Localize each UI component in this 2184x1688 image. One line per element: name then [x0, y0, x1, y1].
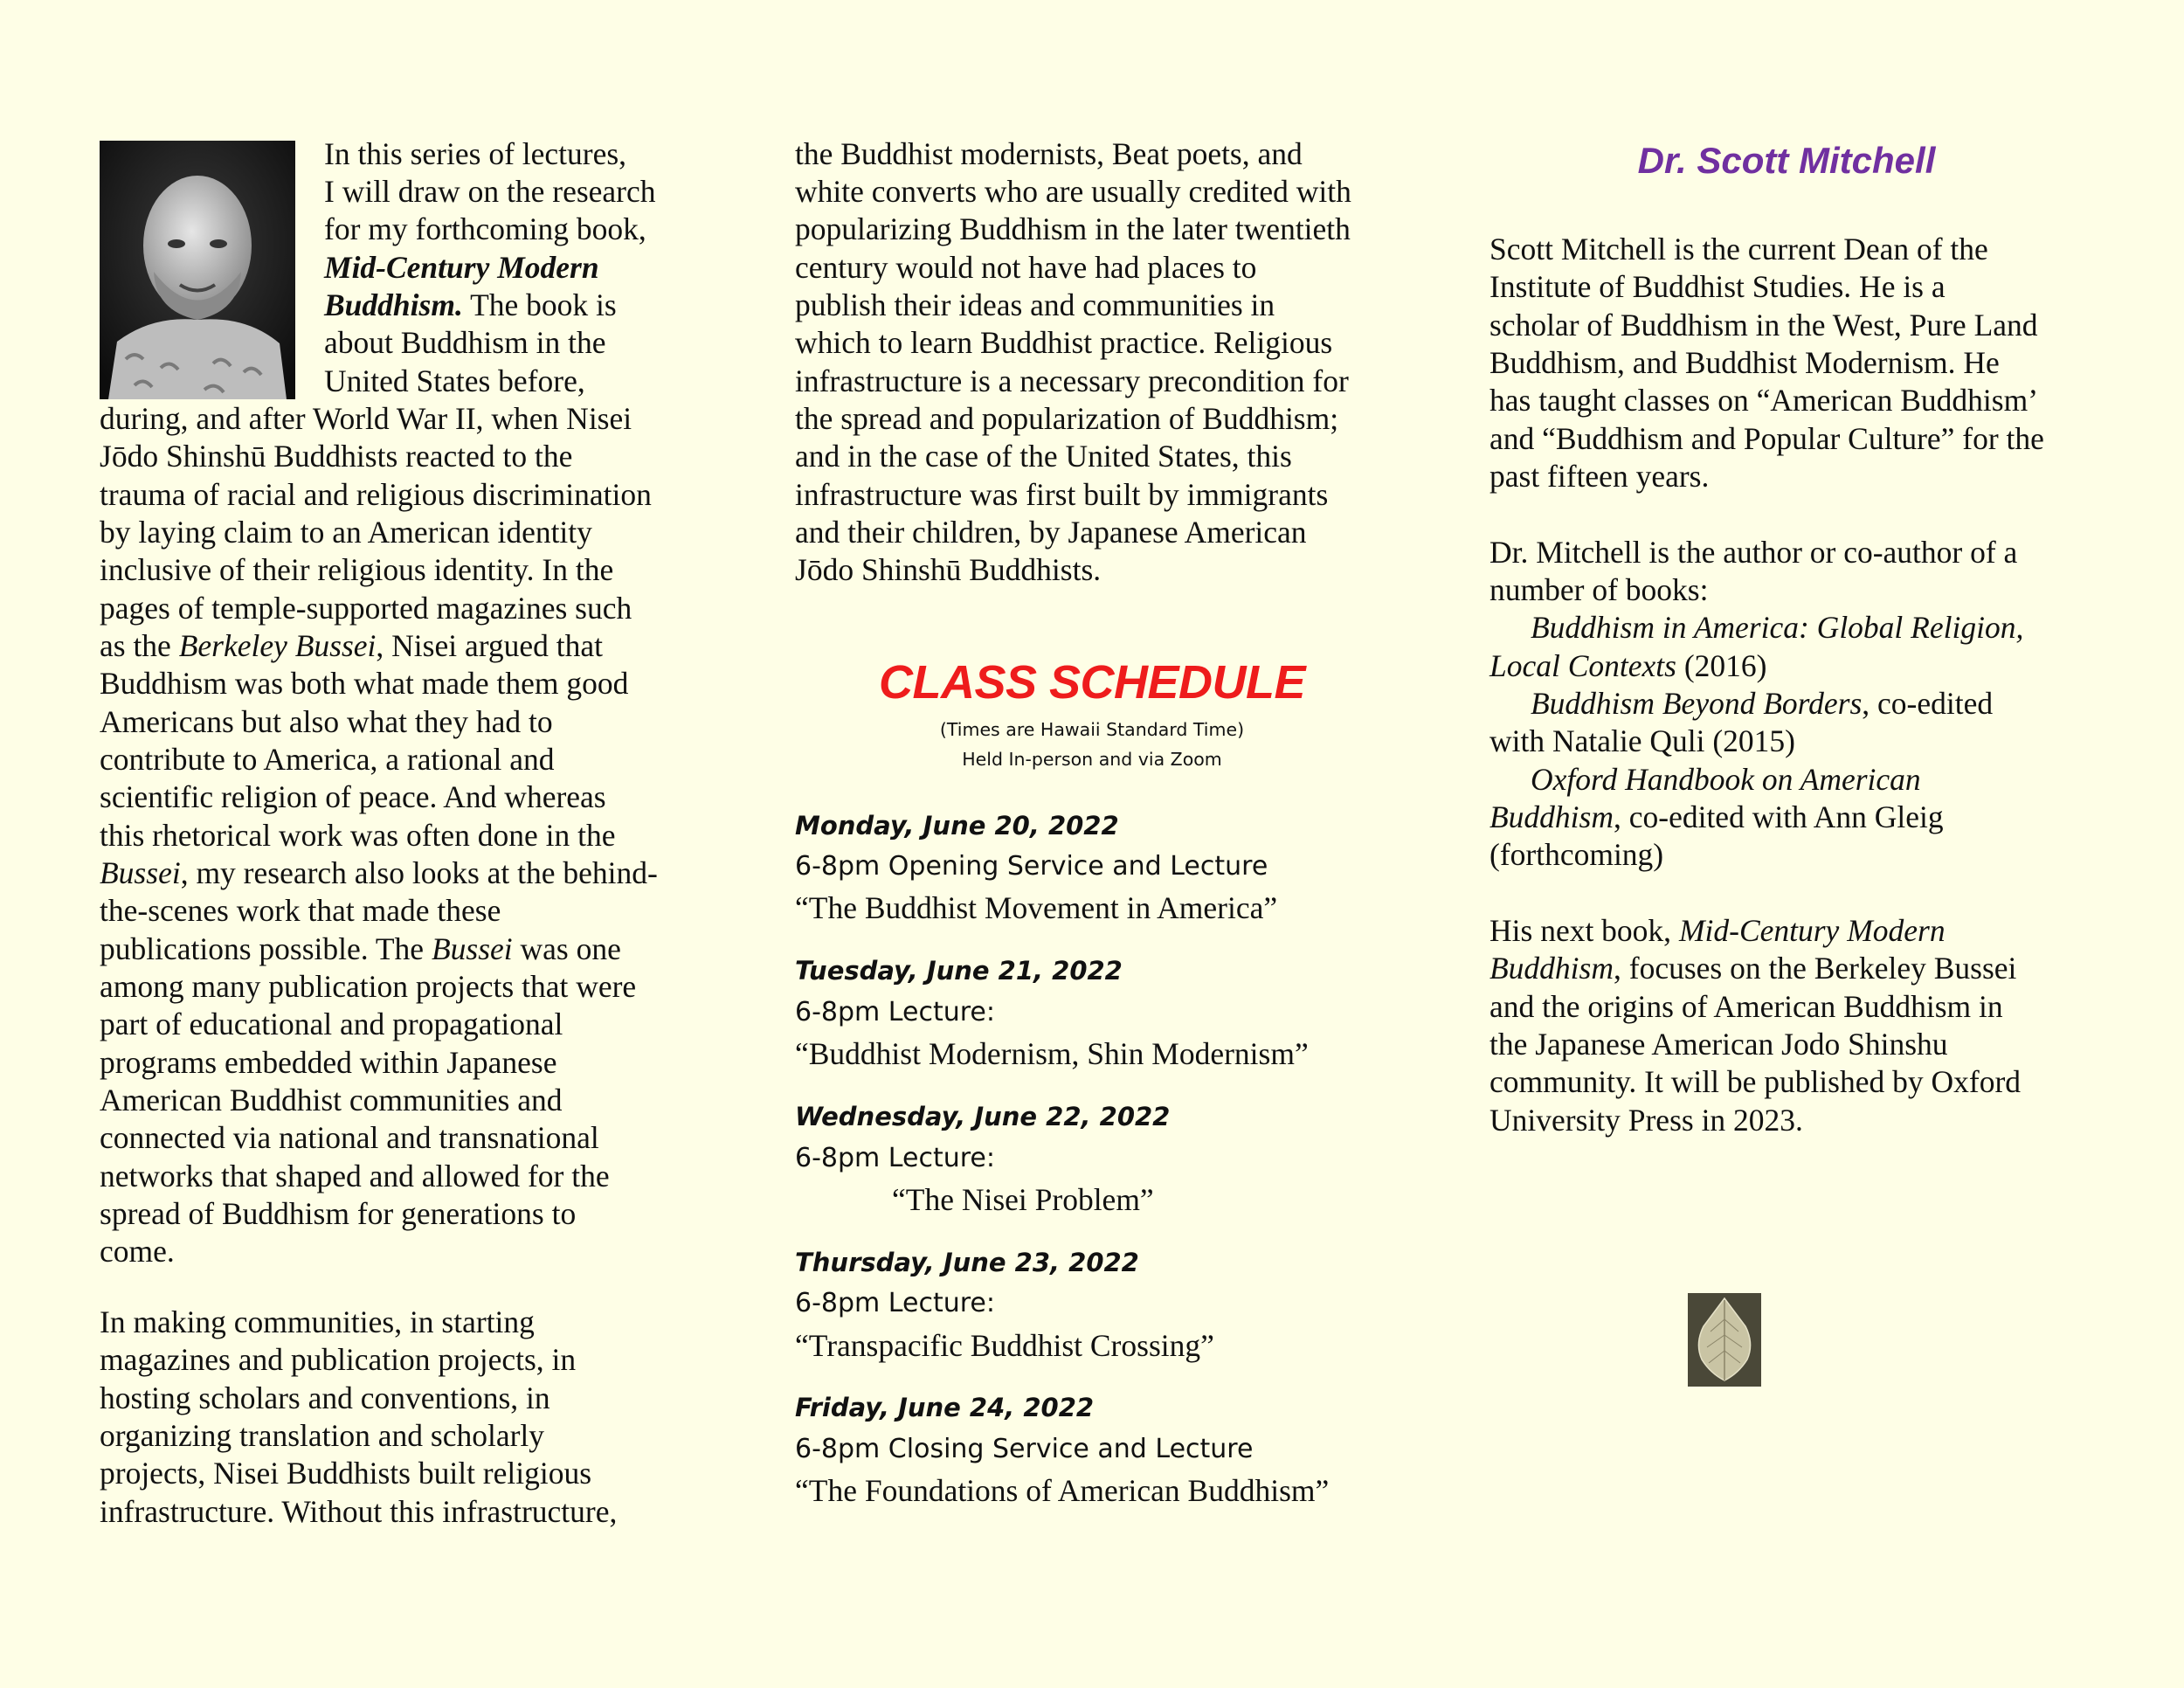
session-3-lecture: “The Nisei Problem”: [892, 1182, 1154, 1217]
book-title-line-2: Buddhism.: [324, 287, 463, 322]
col1-line-30: come.: [100, 1234, 175, 1269]
col2-line-5: publish their ideas and communities in: [795, 287, 1275, 322]
col1-line-5: [324, 287, 617, 324]
bussei-title-1: Bussei: [100, 855, 181, 890]
col2-line-3: popularizing Buddhism in the later twentieth: [795, 211, 1351, 246]
session-4-lecture: “Transpacific Buddhist Crossing”: [795, 1328, 1214, 1363]
col1-line-25: programs embedded within Japanese: [100, 1045, 557, 1080]
col1-line-24: part of educational and propagational: [100, 1007, 563, 1041]
col1-line-32: magazines and publication projects, in: [100, 1342, 577, 1377]
session-2-lecture: “Buddhist Modernism, Shin Modernism”: [795, 1036, 1309, 1071]
bussei-title-2: Bussei: [431, 931, 513, 966]
col1-line-14-a: as the: [100, 628, 179, 663]
class-schedule-title: CLASS SCHEDULE: [878, 656, 1306, 709]
col1-line-10: trauma of racial and religious discrimination: [100, 477, 652, 512]
book-1-title-b: Local Contexts: [1489, 648, 1676, 683]
session-4-day: Thursday, June 23, 2022: [795, 1248, 1139, 1277]
col1-line-8: during, and after World War II, when Nisei: [100, 401, 632, 436]
session-5-lecture: “The Foundations of American Buddhism”: [795, 1473, 1330, 1508]
next-book-title-b: Buddhism: [1489, 951, 1614, 986]
bio-line-5: has taught classes on “American Buddhism’: [1489, 383, 2039, 418]
col1-line-33: hosting scholars and conventions, in: [100, 1380, 550, 1415]
session-2-time: 6-8pm Lecture:: [795, 997, 995, 1027]
col1-line-22-c: was one: [512, 931, 621, 966]
col2-line-11: and their children, by Japanese American: [795, 515, 1307, 550]
col1-line-23: among many publication projects that were: [100, 969, 637, 1004]
col1-line-31: In making communities, in starting: [100, 1304, 535, 1339]
bio-line-3: scholar of Buddhism in the West, Pure Land: [1489, 308, 2038, 342]
bio-line-1: Scott Mitchell is the current Dean of the: [1489, 232, 1988, 266]
next-book-lead: His next book,: [1489, 913, 1679, 948]
bodhi-leaf-image: [1688, 1293, 1761, 1387]
col2-line-9: and in the case of the United States, this: [795, 439, 1292, 474]
col1-line-15: Buddhism was both what made them good: [100, 666, 629, 701]
col1-line-21: the-scenes work that made these: [100, 893, 501, 928]
book-1-year: (2016): [1676, 648, 1767, 683]
bio-line-7: past fifteen years.: [1489, 459, 1710, 494]
next-book-line-4: the Japanese American Jodo Shinshu: [1489, 1027, 1948, 1062]
col1-line-16: Americans but also what they had to: [100, 704, 553, 739]
col1-line-19: this rhetorical work was often done in the: [100, 818, 616, 853]
next-book-rest-1: , focuses on the Berkeley Bussei: [1614, 951, 2017, 986]
col2-line-4: century would not have had places to: [795, 250, 1257, 285]
col1-line-3: for my forthcoming book,: [324, 211, 646, 246]
col2-line-8: the spread and popularization of Buddhism;: [795, 401, 1339, 436]
book-2-line-2: with Natalie Quli (2015): [1489, 723, 1795, 758]
col2-line-1: the Buddhist modernists, Beat poets, and: [795, 136, 1303, 171]
session-5-time: 6-8pm Closing Service and Lecture: [795, 1434, 1254, 1464]
col1-line-28: networks that shaped and allowed for the: [100, 1159, 610, 1193]
books-intro-line-1: Dr. Mitchell is the author or co-author of a: [1489, 535, 2018, 570]
leaf-icon: [1688, 1293, 1761, 1387]
col1-line-36: infrastructure. Without this infrastructure,: [100, 1494, 618, 1529]
next-book-line-5: community. It will be published by Oxford: [1489, 1064, 2022, 1099]
book-3-title-a: Oxford Handbook on American: [1531, 762, 1921, 797]
bio-line-4: Buddhism, and Buddhist Modernism. He: [1489, 345, 2000, 380]
book-1-title-a: Buddhism in America: Global Religion,: [1531, 610, 2024, 645]
book-2-title: Buddhism Beyond Borders: [1531, 686, 1863, 721]
col1-line-27: connected via national and transnational: [100, 1120, 599, 1155]
col2-line-7: infrastructure is a necessary precondition for: [795, 363, 1349, 398]
schedule-format-note: Held In-person and via Zoom: [962, 749, 1222, 770]
col1-line-34: organizing translation and scholarly: [100, 1418, 545, 1453]
next-book-line-2: [1489, 950, 2016, 987]
next-book-title-a: Mid-Century Modern: [1678, 913, 1946, 948]
col2-line-2: white converts who are usually credited with: [795, 174, 1351, 209]
next-book-line-1: [1489, 912, 1946, 950]
col2-line-6: which to learn Buddhist practice. Religious: [795, 325, 1333, 360]
bio-title: Dr. Scott Mitchell: [1637, 140, 1936, 181]
col1-line-20: [100, 854, 658, 892]
col2-line-10: infrastructure was first built by immigrants: [795, 477, 1329, 512]
bio-line-2: Institute of Buddhist Studies. He is a: [1489, 269, 1946, 304]
col1-line-1: In this series of lectures,: [324, 136, 627, 171]
col1-line-12: inclusive of their religious identity. In the: [100, 552, 614, 587]
session-5-day: Friday, June 24, 2022: [795, 1393, 1095, 1422]
col1-line-13: pages of temple-supported magazines such: [100, 591, 632, 626]
col1-line-11: by laying claim to an American identity: [100, 515, 592, 550]
session-1-time: 6-8pm Opening Service and Lecture: [795, 851, 1268, 882]
session-1-day: Monday, June 20, 2022: [795, 811, 1119, 841]
book-2-coedited: , co-edited: [1862, 686, 1994, 721]
col1-line-22-a: publications possible. The: [100, 931, 432, 966]
session-2-day: Tuesday, June 21, 2022: [795, 956, 1123, 986]
col1-line-22: [100, 930, 621, 968]
col1-line-7: United States before,: [324, 363, 585, 398]
col1-line-9: Jōdo Shinshū Buddhists reacted to the: [100, 439, 573, 474]
book-title-line-1: Mid-Century Modern: [324, 250, 599, 285]
col1-line-2: I will draw on the research: [324, 174, 656, 209]
berkeley-bussei-title: Berkeley Bussei: [178, 628, 377, 663]
col1-line-29: spread of Buddhism for generations to: [100, 1196, 577, 1231]
author-photo: [100, 141, 295, 399]
book-3-coedited: , co-edited with Ann Gleig: [1614, 799, 1944, 834]
bio-line-6: and “Buddhism and Popular Culture” for the: [1489, 421, 2044, 456]
session-3-day: Wednesday, June 22, 2022: [795, 1102, 1171, 1131]
schedule-timezone-note: (Times are Hawaii Standard Time): [939, 719, 1245, 740]
next-book-line-6: University Press in 2023.: [1489, 1103, 1803, 1138]
books-intro-line-2: number of books:: [1489, 572, 1709, 607]
author-portrait-image: [100, 141, 295, 399]
session-3-time: 6-8pm Lecture:: [795, 1143, 995, 1173]
col1-line-35: projects, Nisei Buddhists built religious: [100, 1456, 592, 1491]
session-4-time: 6-8pm Lecture:: [795, 1288, 995, 1318]
book-1-line-2: [1489, 647, 1767, 685]
col1-line-14: [100, 627, 603, 665]
col1-line-17: contribute to America, a rational and: [100, 742, 555, 777]
book-3-title-b: Buddhism: [1489, 799, 1614, 834]
session-1-lecture: “The Buddhist Movement in America”: [795, 890, 1278, 925]
col1-line-26: American Buddhist communities and: [100, 1083, 563, 1117]
col1-line-18: scientific religion of peace. And whereas: [100, 779, 606, 814]
col2-line-12: Jōdo Shinshū Buddhists.: [795, 552, 1102, 587]
book-3-line-3: (forthcoming): [1489, 837, 1664, 872]
col1-line-6: about Buddhism in the: [324, 325, 606, 360]
col1-line-20-b: , my research also looks at the behind-: [180, 855, 658, 890]
col1-line-14-c: , Nisei argued that: [376, 628, 604, 663]
book-2-line-1: [1531, 685, 1993, 723]
book-3-line-2: [1489, 799, 1944, 836]
next-book-line-3: and the origins of American Buddhism in: [1489, 989, 2003, 1024]
col1-line-5-rest: The book is: [462, 287, 617, 322]
